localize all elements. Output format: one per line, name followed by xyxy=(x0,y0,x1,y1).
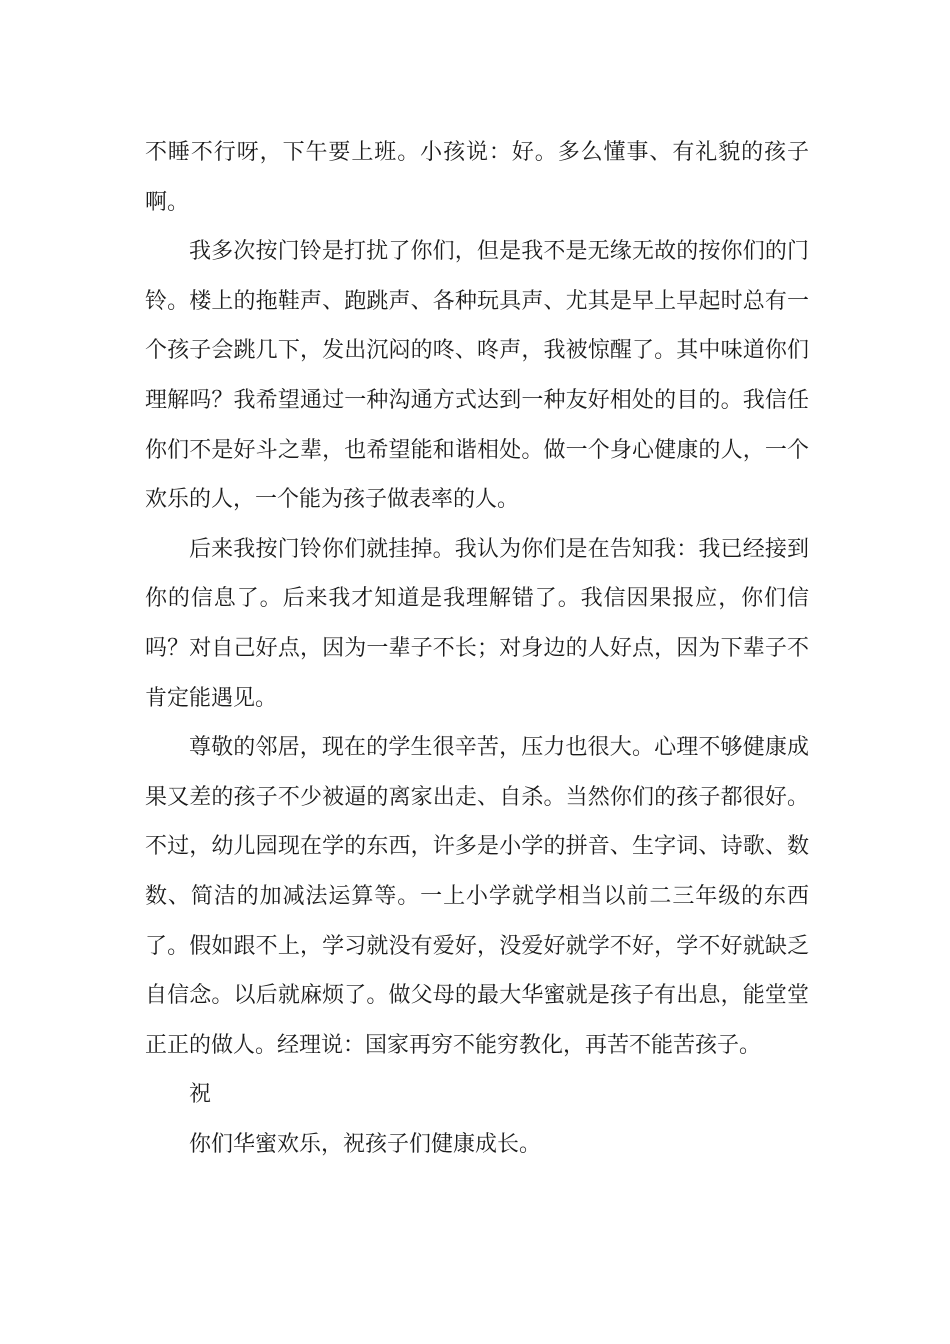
paragraph-education: 尊敬的邻居，现在的学生很辛苦，压力也很大。心理不够健康成果又差的孩子不少被逼的离家出走、自杀。当然你们的孩子都很好。不过，幼儿园现在学的东西，许多是小学的拼音、生字词、诗歌、数数、简洁的加减法运算等。一上小学就学相当以前二三年级的东西了。假如跟不上，学习就没有爱好，没爱好就学不好，学不好就缺乏自信念。以后就麻烦了。做父母的最大华蜜就是孩子有出息，能堂堂正正的做人。经理说：国家再穷不能穷教化，再苦不能苦孩子。 xyxy=(145,735,809,1058)
paragraph-doorbell: 我多次按门铃是打扰了你们，但是我不是无缘无故的按你们的门铃。楼上的拖鞋声、跑跳声、各种玩具声、尤其是早上早起时总有一个孩子会跳几下，发出沉闷的咚、咚声，我被惊醒了。其中味道你们理解吗？我希望通过一种沟通方式达到一种友好相处的目的。我信任你们不是好斗之辈，也希望能和谐相处。做一个身心健康的人，一个欢乐的人，一个能为孩子做表率的人。 xyxy=(145,239,809,513)
paragraph-continuation: 不睡不行呀，下午要上班。小孩说：好。多么懂事、有礼貌的孩子啊。 xyxy=(145,140,809,215)
closing-blessing: 你们华蜜欢乐，祝孩子们健康成长。 xyxy=(189,1131,542,1157)
letter-body xyxy=(145,128,809,1169)
closing-wish: 祝 xyxy=(189,1082,212,1108)
paragraph-hang-up: 后来我按门铃你们就挂掉。我认为你们是在告知我：我已经接到你的信息了。后来我才知道是我理解错了。我信因果报应，你们信吗？对自己好点，因为一辈子不长；对身边的人好点，因为下辈子不肯定能遇见。 xyxy=(145,536,809,711)
